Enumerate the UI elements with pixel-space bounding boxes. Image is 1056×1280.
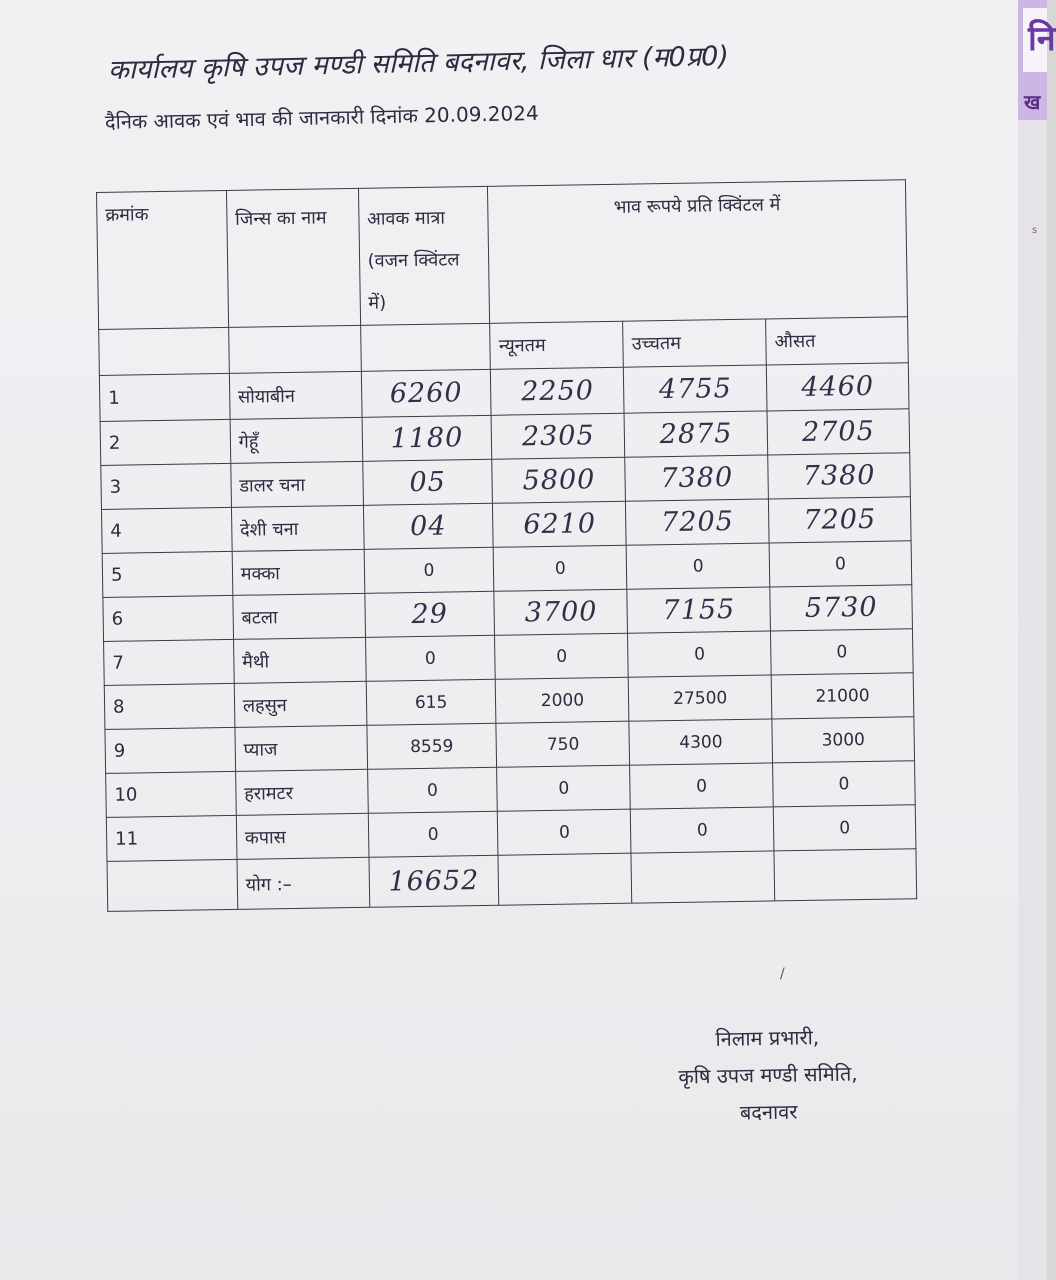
min-price-cell: 5800: [492, 457, 626, 503]
avg-price-cell: 7380: [768, 453, 911, 499]
arrival-cell: 6260: [361, 369, 492, 417]
avg-price-cell: 21000: [771, 673, 914, 719]
max-price-cell: 27500: [629, 675, 772, 721]
total-blank-cell: [498, 853, 632, 905]
max-price-cell: 0: [630, 763, 773, 809]
commodity-cell: देशी चना: [231, 505, 363, 551]
signature-line-3: बदनावर: [739, 1099, 798, 1125]
commodity-cell: लहसुन: [234, 681, 366, 727]
adjacent-page-edge: [1018, 0, 1047, 1280]
commodity-cell: बटला: [233, 593, 365, 639]
edge-fragment-text: s: [1032, 225, 1038, 236]
serial-cell: 3: [101, 463, 231, 509]
avg-price-cell: 0: [769, 541, 912, 587]
min-price-cell: 0: [497, 765, 631, 811]
arrival-cell: 8559: [366, 723, 497, 769]
arrival-price-table-container: [96, 179, 917, 912]
max-price-cell: 0: [626, 543, 769, 589]
edge-fragment-text: ख: [1024, 90, 1041, 114]
serial-cell: 1: [99, 373, 229, 421]
max-price-cell: 2875: [624, 411, 767, 457]
serial-cell: 4: [101, 507, 231, 553]
header-commodity: जिन्स का नाम: [226, 188, 360, 327]
serial-cell: 2: [100, 419, 230, 465]
header-serial: क्रमांक: [97, 190, 229, 329]
edge-fragment-text: नि: [1028, 19, 1056, 59]
min-price-cell: 0: [498, 809, 632, 855]
commodity-cell: मैथी: [233, 637, 365, 683]
min-price-cell: 2250: [491, 367, 625, 415]
header-blank: [99, 327, 229, 375]
min-price-cell: 0: [494, 545, 628, 591]
avg-price-cell: 0: [773, 761, 916, 807]
header-arrival: आवक मात्रा (वजन क्विंटल में): [358, 186, 490, 325]
commodity-cell: सोयाबीन: [229, 371, 362, 419]
signature-block: [647, 1018, 889, 1133]
total-blank-cell: [631, 851, 775, 903]
arrival-cell: 05: [362, 459, 493, 505]
commodity-cell: मक्का: [232, 549, 364, 595]
total-blank-cell: [107, 859, 238, 911]
serial-cell: 8: [104, 683, 234, 729]
arrival-cell: 615: [366, 679, 497, 725]
arrival-price-table: [96, 179, 917, 912]
min-price-cell: 0: [495, 633, 629, 679]
max-price-cell: 7380: [625, 455, 768, 501]
document-title: कार्यालय कृषि उपज मण्डी समिति बदनावर, जिला धार (म0प्र0): [107, 40, 730, 86]
arrival-cell: 29: [364, 591, 495, 637]
min-price-cell: 6210: [493, 501, 627, 547]
signature-line-2: कृषि उपज मण्डी समिति,: [678, 1061, 858, 1089]
arrival-cell: 0: [365, 635, 496, 681]
max-price-cell: 0: [628, 631, 771, 677]
header-price-group: भाव रूपये प्रति क्विंटल में: [488, 180, 908, 324]
max-price-cell: 7155: [627, 587, 770, 633]
avg-price-cell: 0: [773, 805, 916, 851]
total-arrival-value: 16652: [369, 855, 500, 907]
serial-cell: 5: [102, 551, 232, 597]
commodity-cell: हरामटर: [235, 769, 367, 815]
commodity-cell: प्याज: [235, 725, 367, 771]
serial-cell: 7: [104, 639, 234, 685]
commodity-cell: डालर चना: [231, 461, 363, 507]
serial-cell: 6: [103, 595, 233, 641]
header-blank: [360, 323, 491, 371]
max-price-cell: 4300: [629, 719, 772, 765]
avg-price-cell: 3000: [772, 717, 915, 763]
min-price-cell: 2000: [496, 677, 630, 723]
serial-cell: 11: [106, 815, 236, 861]
header-min: न्यूनतम: [490, 321, 624, 369]
header-max: उच्चतम: [623, 319, 767, 367]
max-price-cell: 7205: [626, 499, 769, 545]
avg-price-cell: 4460: [766, 363, 909, 411]
header-avg: औसत: [766, 317, 909, 365]
max-price-cell: 0: [631, 807, 774, 853]
arrival-cell: 1180: [362, 415, 493, 461]
avg-price-cell: 2705: [767, 409, 910, 455]
total-label: योग :–: [237, 857, 370, 909]
signature-line-1: निलाम प्रभारी,: [715, 1025, 820, 1051]
min-price-cell: 750: [496, 721, 630, 767]
avg-price-cell: 5730: [770, 585, 913, 631]
commodity-cell: गेहूँ: [230, 417, 362, 463]
max-price-cell: 4755: [624, 365, 768, 413]
header-blank: [228, 325, 361, 373]
serial-cell: 10: [106, 771, 236, 817]
serial-cell: 9: [105, 727, 235, 773]
min-price-cell: 3700: [494, 589, 628, 635]
document-subtitle: दैनिक आवक एवं भाव की जानकारी दिनांक 20.09.2024: [104, 100, 539, 134]
arrival-cell: 0: [368, 811, 499, 857]
total-blank-cell: [774, 849, 917, 901]
avg-price-cell: 7205: [769, 497, 912, 543]
commodity-cell: कपास: [236, 813, 368, 859]
arrival-cell: 0: [364, 547, 495, 593]
min-price-cell: 2305: [492, 413, 626, 459]
pen-mark: /: [780, 966, 785, 982]
avg-price-cell: 0: [771, 629, 914, 675]
arrival-cell: 0: [367, 767, 498, 813]
arrival-cell: 04: [363, 503, 494, 549]
